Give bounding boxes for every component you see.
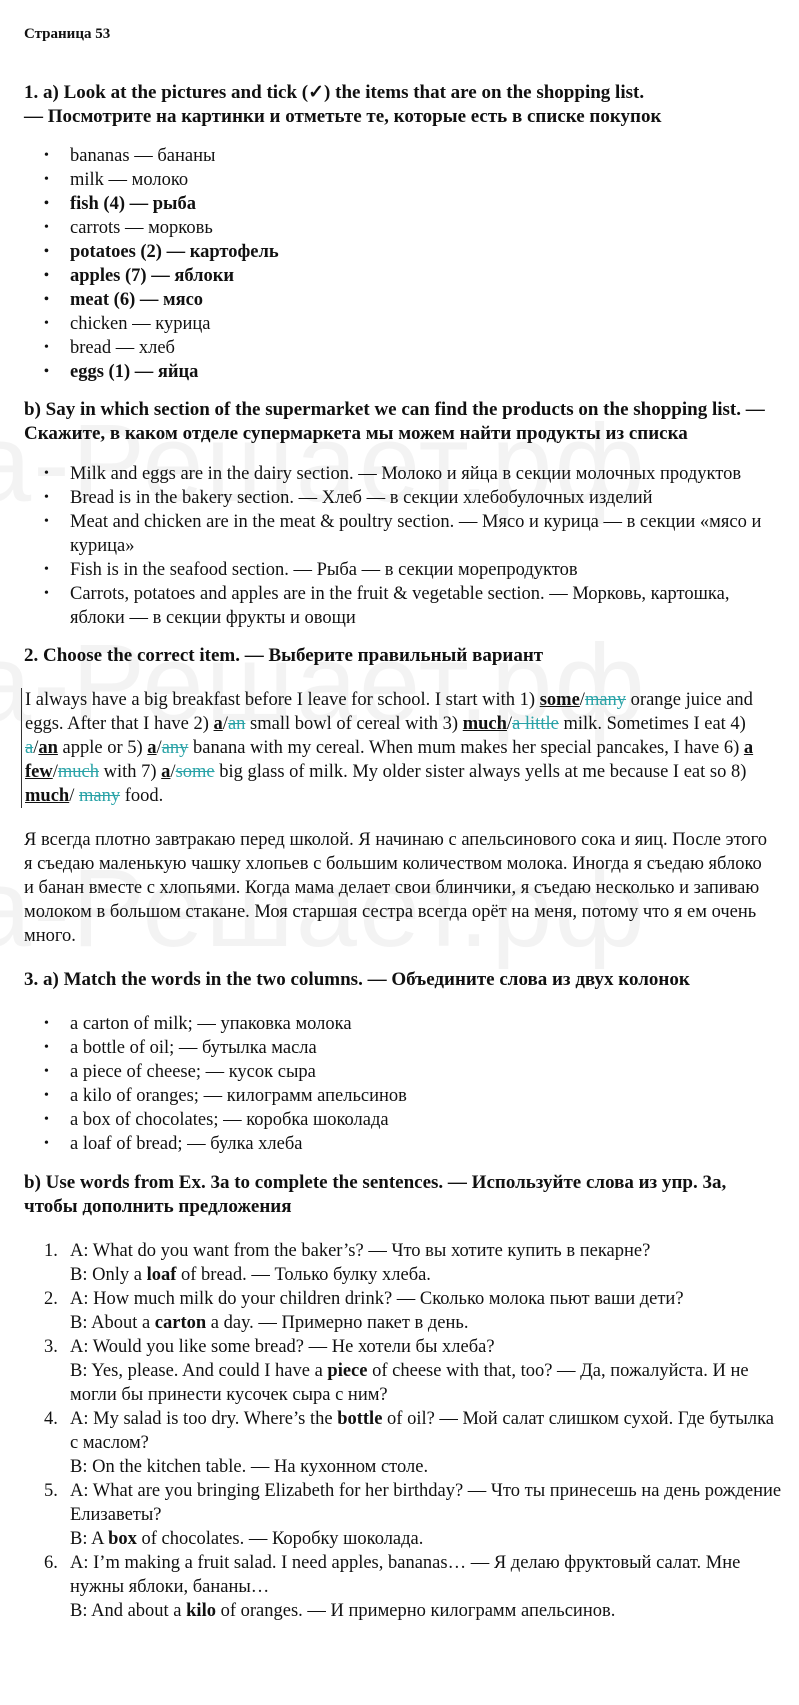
list-item: • a carton of milk; — упаковка молока xyxy=(70,1012,784,1036)
passage-text: / xyxy=(52,762,58,782)
sections-list xyxy=(24,462,784,630)
passage-text: / xyxy=(579,690,585,710)
dialogue-item: 6. A: I’m making a fruit salad. I need apples, bananas… — Я делаю фруктовый салат. Мне нужны яблоки, бананы… B: And about a kilo of oranges. — И примерно килограмм апельсинов. xyxy=(44,1553,741,1621)
list-item: • Bread is in the bakery section. — Хлеб — в секции хлебобулочных изделий xyxy=(70,486,784,510)
passage-text: I always have a big breakfast before I leave for school. I start with 1) xyxy=(25,690,540,710)
correct-answer: a xyxy=(147,738,157,758)
passage-text: with 7) xyxy=(98,762,162,782)
passage-text: / xyxy=(170,762,176,782)
correct-answer: some xyxy=(539,690,580,710)
struck-option: many xyxy=(584,690,627,710)
exercise-2 xyxy=(24,644,784,948)
list-item: • Carrots, potatoes and apples are in the fruit & vegetable section. — Морковь, картошка, яблоки — в секции фрукты и овощи xyxy=(70,582,784,630)
exercise-1b-heading: b) Say in which section of the supermarket we can find the products on the shopping list. — Скажите, в каком отделе супермаркета мы можем найти продукты из списка xyxy=(24,399,765,444)
exercise-3b xyxy=(24,1171,784,1623)
correct-answer: much xyxy=(462,714,507,734)
correct-answer: much xyxy=(25,786,70,806)
correct-answer: a few xyxy=(25,738,754,782)
correct-answer: a xyxy=(213,714,223,734)
passage-text: big glass of milk. My older sister always yells at me because I eat so 8) xyxy=(214,762,747,782)
exercise-1a xyxy=(24,81,784,384)
passage-text: banana with my cereal. When mum makes her special pancakes, I have 6) xyxy=(188,738,744,758)
passage-text: food. xyxy=(120,786,164,806)
struck-option: any xyxy=(161,738,189,758)
exercise-3b-heading: b) Use words from Ex. 3a to complete the sentences. — Используйте слова из упр. 3a, чтобы дополнить предложения xyxy=(24,1172,727,1217)
list-item: • meat (6) — мясо xyxy=(70,288,784,312)
exercise-2-translation: Я всегда плотно завтракаю перед школой. Я начинаю с апельсинового сока и яиц. После этого я съедаю маленькую чашку хлопьев с большим количеством молока. Иногда я съедаю яблоко и банан вместе с хлопьями. Когда мама делает свои блинчики, я съедаю несколько и запиваю молоком в большом стакане. Моя старшая сестра всегда орёт на меня, потому что я ем очень много. xyxy=(24,830,768,946)
list-item: • Meat and chicken are in the meat & poultry section. — Мясо и курица — в секции «мясо и курица» xyxy=(70,510,784,558)
exercise-2-heading: 2. Choose the correct item. — Выберите правильный вариант xyxy=(24,645,544,666)
list-item: • a loaf of bread; — булка хлеба xyxy=(70,1132,784,1156)
dialogue-item: 4. A: My salad is too dry. Where’s the bottle of oil? — Мой салат слишком сухой. Где бутылка с маслом? B: On the kitchen table. — На кухонном столе. xyxy=(44,1409,775,1477)
dialogue-list xyxy=(24,1239,784,1623)
dialogue-item: 3. A: Would you like some bread? — Не хотели бы хлеба? B: Yes, please. And could I have a piece of cheese with that, too? — Да, пожалуйста. И не могли бы принести кусочек сыра с ним? xyxy=(44,1337,749,1405)
passage-text: milk. Sometimes I eat 4) xyxy=(558,714,746,734)
passage-text: / xyxy=(506,714,513,734)
exercise-3a-heading: 3. a) Match the words in the two columns. — Объедините слова из двух колонок xyxy=(24,969,690,990)
list-item: • a box of chocolates; — коробка шоколада xyxy=(70,1108,784,1132)
exercise-3a xyxy=(24,968,784,1156)
struck-option: a little xyxy=(512,714,559,734)
list-item: • a kilo of oranges; — килограмм апельсинов xyxy=(70,1084,784,1108)
list-item: • bread — хлеб xyxy=(70,336,784,360)
passage-text: small bowl of cereal with 3) xyxy=(245,714,463,734)
dialogue-item: 5. A: What are you bringing Elizabeth for her birthday? — Что ты принесешь на день рождение Елизаветы? B: A box of chocolates. — Коробку шоколада. xyxy=(44,1481,782,1549)
correct-answer: an xyxy=(38,738,58,758)
struck-option: many xyxy=(78,786,121,806)
list-item: • carrots — морковь xyxy=(70,216,784,240)
passage-text: / xyxy=(222,714,228,734)
passage-text: / xyxy=(69,786,79,806)
struck-option: a xyxy=(25,738,34,758)
list-item: • potatoes (2) — картофель xyxy=(70,240,784,264)
passage-text: orange juice and eggs. After that I have 2) xyxy=(25,690,753,734)
list-item: • milk — молоко xyxy=(70,168,784,192)
shopping-list xyxy=(24,144,784,384)
exercise-1a-heading: 1. a) Look at the pictures and tick (✓) the items that are on the shopping list. — Посмотрите на картинки и отметьте те, которые есть в списке покупок xyxy=(24,82,662,127)
struck-option: some xyxy=(175,762,215,782)
passage-text: apple or 5) xyxy=(57,738,148,758)
dialogue-item: 1. A: What do you want from the baker’s? — Что вы хотите купить в пекарне? B: Only a loaf of bread. — Только булку хлеба. xyxy=(44,1241,651,1285)
list-item: • fish (4) — рыба xyxy=(70,192,784,216)
correct-answer: a xyxy=(161,762,171,782)
dialogue-item: 2. A: How much milk do your children drink? — Сколько молока пьют ваши дети? B: About a carton a day. — Примерно пакет в день. xyxy=(44,1289,684,1333)
list-item: • bananas — бананы xyxy=(70,144,784,168)
passage-text: / xyxy=(33,738,39,758)
document-page xyxy=(24,26,784,1623)
list-item: • chicken — курица xyxy=(70,312,784,336)
list-item: • a piece of cheese; — кусок сыра xyxy=(70,1060,784,1084)
list-item: • a bottle of oil; — бутылка масла xyxy=(70,1036,784,1060)
passage-text: / xyxy=(156,738,162,758)
list-item: • Milk and eggs are in the dairy section. — Молоко и яйца в секции молочных продуктов xyxy=(70,462,784,486)
exercise-2-passage xyxy=(21,688,765,808)
page-label: Страница 53 xyxy=(24,26,111,42)
list-item: • apples (7) — яблоки xyxy=(70,264,784,288)
list-item: • eggs (1) — яйца xyxy=(70,360,784,384)
exercise-1b xyxy=(24,398,784,630)
struck-option: much xyxy=(57,762,99,782)
struck-option: an xyxy=(227,714,246,734)
list-item: • Fish is in the seafood section. — Рыба — в секции морепродуктов xyxy=(70,558,784,582)
match-list xyxy=(24,1012,784,1156)
